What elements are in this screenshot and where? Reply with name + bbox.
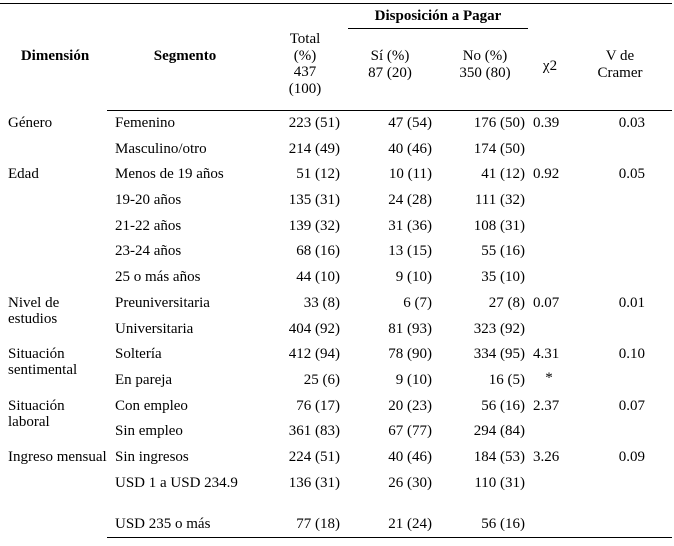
header-cramer-line: V de	[605, 48, 635, 64]
no-value: 108 (31)	[473, 217, 525, 234]
yes-value: 9 (10)	[395, 371, 432, 388]
no-value: 16 (5)	[488, 371, 525, 388]
dimension-label: Género	[8, 115, 53, 131]
segment-label: Masculino/otro	[115, 140, 207, 157]
total-value: 25 (6)	[303, 371, 340, 388]
segment-label: USD 235 o más	[115, 515, 211, 532]
no-value: 27 (8)	[488, 294, 525, 311]
table-row	[0, 111, 674, 137]
table-body	[0, 111, 674, 537]
header-cramer	[580, 48, 660, 82]
total-value: 44 (10)	[296, 269, 340, 286]
segment-label: Menos de 19 años	[115, 166, 224, 183]
segment-label: Femenino	[115, 115, 175, 131]
segment-label: Universitaria	[115, 320, 194, 337]
segment-label: 21-22 años	[115, 217, 182, 234]
yes-value: 21 (24)	[388, 515, 432, 532]
table-row	[0, 291, 674, 317]
segment-label: Sin empleo	[115, 423, 183, 440]
header-total-line: Total	[289, 31, 321, 47]
dimension-label: Situación sentimental	[8, 346, 78, 379]
segment-label: Preuniversitaria	[115, 294, 210, 311]
dimension-label: Situación laboral	[8, 397, 65, 430]
total-value: 135 (31)	[288, 192, 340, 209]
yes-value: 40 (46)	[388, 140, 432, 157]
cramer-v-value: 0.07	[618, 397, 645, 414]
yes-value: 31 (36)	[388, 217, 432, 234]
dimension-label: Nivel de estudios	[8, 294, 60, 327]
no-value: 176 (50)	[473, 115, 525, 131]
chi2-value	[525, 162, 570, 290]
header-willingness: Disposición a Pagar	[374, 8, 502, 24]
yes-value: 78 (90)	[388, 346, 432, 363]
cramer-v-value: 0.01	[618, 294, 645, 311]
header-no-label: No (%)	[462, 48, 508, 64]
yes-value: 13 (15)	[388, 243, 432, 260]
cramer-v-value: 0.03	[618, 115, 645, 131]
chi2-number: 4.31	[533, 346, 560, 363]
total-value: 214 (49)	[288, 140, 340, 157]
no-value: 110 (31)	[474, 474, 525, 491]
yes-value: 67 (77)	[388, 423, 432, 440]
segment-label: 19-20 años	[115, 192, 182, 209]
yes-value: 47 (54)	[388, 115, 432, 131]
header-chi2: χ2	[542, 58, 558, 74]
header-yes-count: 87 (20)	[368, 65, 412, 81]
segment-label: USD 1 a USD 234.9	[115, 474, 238, 491]
chi2-number: 0.39	[533, 115, 560, 131]
yes-value: 24 (28)	[388, 192, 432, 209]
table-row	[0, 394, 674, 420]
chi2-value	[525, 111, 570, 162]
yes-value: 81 (93)	[388, 320, 432, 337]
chi2-value	[525, 445, 570, 537]
header-yes	[350, 48, 430, 82]
total-value: 223 (51)	[288, 115, 340, 131]
header-cramer-line: Cramer	[597, 65, 643, 81]
header-dimension: Dimensión	[20, 48, 90, 64]
chi2-number: 0.07	[533, 294, 560, 311]
cramer-v-value: 0.09	[618, 448, 645, 465]
no-value: 56 (16)	[481, 397, 525, 414]
header-yes-label: Sí (%)	[370, 48, 410, 64]
no-value: 55 (16)	[481, 243, 525, 260]
dimension-label: Ingreso mensual	[8, 448, 107, 465]
total-value: 224 (51)	[288, 448, 340, 465]
header-total-line: (100)	[288, 80, 322, 97]
chi2-value	[525, 291, 570, 342]
header-total	[270, 31, 340, 97]
segment-label: Sin ingresos	[115, 448, 189, 465]
no-value: 294 (84)	[473, 423, 525, 440]
total-value: 412 (94)	[288, 346, 340, 363]
yes-value: 10 (11)	[388, 166, 432, 183]
total-value: 68 (16)	[296, 243, 340, 260]
no-value: 334 (95)	[473, 346, 525, 363]
segment-label: En pareja	[115, 371, 173, 388]
total-value: 76 (17)	[296, 397, 340, 414]
yes-value: 40 (46)	[388, 448, 432, 465]
dimension-label: Edad	[8, 166, 39, 183]
total-value: 136 (31)	[288, 474, 340, 491]
total-value: 139 (32)	[288, 217, 340, 234]
chi2-value	[525, 342, 570, 393]
total-value: 361 (83)	[288, 423, 340, 440]
no-value: 184 (53)	[473, 448, 525, 465]
yes-value: 6 (7)	[403, 294, 432, 311]
total-value: 33 (8)	[303, 294, 340, 311]
header-segment: Segmento	[153, 48, 217, 64]
total-value: 51 (12)	[296, 166, 340, 183]
no-value: 56 (16)	[481, 515, 525, 532]
segment-label: Soltería	[115, 346, 162, 363]
yes-value: 26 (30)	[388, 474, 432, 491]
yes-value: 20 (23)	[388, 397, 432, 414]
no-value: 323 (92)	[473, 320, 525, 337]
no-value: 174 (50)	[473, 140, 525, 157]
table-row	[0, 445, 674, 471]
cramer-v-value: 0.10	[618, 346, 645, 363]
chi2-number: 3.26	[533, 448, 560, 465]
chi2-value	[525, 394, 570, 445]
header-no-count: 350 (80)	[459, 65, 511, 81]
table-row	[0, 162, 674, 188]
chi2-number: 0.92	[533, 166, 560, 183]
header-total-line: 437	[293, 64, 317, 80]
total-value: 77 (18)	[296, 515, 340, 532]
segment-label: Con empleo	[115, 397, 188, 414]
cramer-v-value: 0.05	[618, 166, 645, 183]
header-total-line: (%)	[293, 47, 317, 64]
header-no	[440, 48, 530, 82]
no-value: 111 (32)	[474, 192, 525, 209]
top-rule	[0, 3, 672, 4]
segment-label: 23-24 años	[115, 243, 182, 260]
no-value: 41 (12)	[481, 166, 525, 183]
willingness-rule	[348, 28, 528, 29]
significance-marker: *	[545, 370, 553, 387]
yes-value: 9 (10)	[395, 269, 432, 286]
total-value: 404 (92)	[288, 320, 340, 337]
table-row	[0, 342, 674, 368]
no-value: 35 (10)	[481, 269, 525, 286]
chi2-number: 2.37	[533, 397, 560, 414]
segment-label: 25 o más años	[115, 269, 201, 286]
